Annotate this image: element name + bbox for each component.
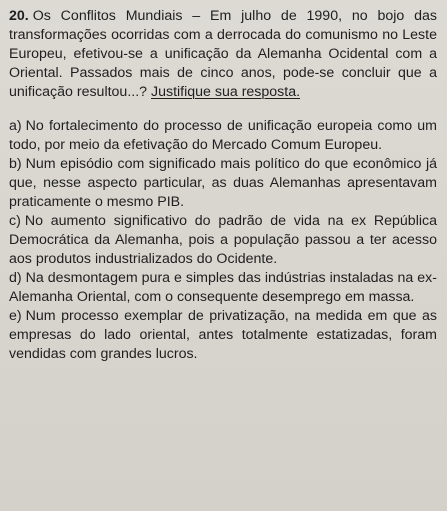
option-e-line-1: Num processo exemplar de privatização, na medida [25,308,363,324]
option-e [9,307,437,364]
option-b [9,155,437,212]
option-e-letter: e) [9,308,22,324]
option-e-line-4: lucros. [155,346,198,362]
option-c-line-4: industrializados do Ocidente. [94,251,278,267]
option-d-line-2: instaladas na ex-Alemanha Oriental, com o [9,270,437,305]
option-a [9,117,437,155]
option-e-line-3: totalmente estatizadas, foram vendidas com grandes [9,327,437,362]
option-c-line-2: República Democrática da Alemanha, pois a [9,213,437,248]
option-d-line-1: Na desmontagem pura e simples das indústrias [25,270,326,286]
option-b-letter: b) [9,156,22,172]
option-a-line-2: europeia como um todo, por meio da efetivação do [9,118,437,153]
question-intro-line-1: Os Conflitos Mundiais – Em julho de 1990, no bojo [32,8,405,24]
option-d-letter: d) [9,270,22,286]
option-d [9,269,437,307]
question-intro-line-2: das transformações ocorridas com a derrocada do [9,8,437,43]
option-b-line-3: Alemanhas apresentavam praticamente o mesmo PIB. [9,175,437,210]
option-b-line-1: Num episódio com significado mais político do que [25,156,349,172]
question-final-prefix: resultou...? [76,84,148,100]
option-a-letter: a) [9,118,22,134]
option-c-line-1: No aumento significativo do padrão de vida na ex [24,213,367,229]
question-intro-line-3: comunismo no Leste Europeu, efetivou-se a unificação [9,27,437,62]
question-intro-line-5: mais de cinco anos, pode-se concluir que a unificação [9,65,437,100]
option-a-line-3: Mercado Comum Europeu. [211,137,383,153]
question-intro-line-4: da Alemanha Ocidental com a Oriental. Passados [9,46,437,81]
question-number: 20. [9,8,29,24]
option-c-line-3: população passou a ter acesso aos produtos [9,232,437,267]
question-20 [9,7,437,364]
option-b-line-2: econômico já que, nesse aspecto particular, as duas [9,156,437,191]
option-c [9,212,437,269]
justify-answer-instruction: Justifique sua resposta. [151,84,301,100]
option-c-letter: c) [9,213,21,229]
question-prompt [9,7,437,102]
answer-options [9,117,437,364]
option-a-line-1: No fortalecimento do processo de unificação [25,118,312,134]
option-e-line-2: em que as empresas do lado oriental, antes [9,308,438,343]
option-d-line-3: consequente desemprego em massa. [176,289,415,305]
